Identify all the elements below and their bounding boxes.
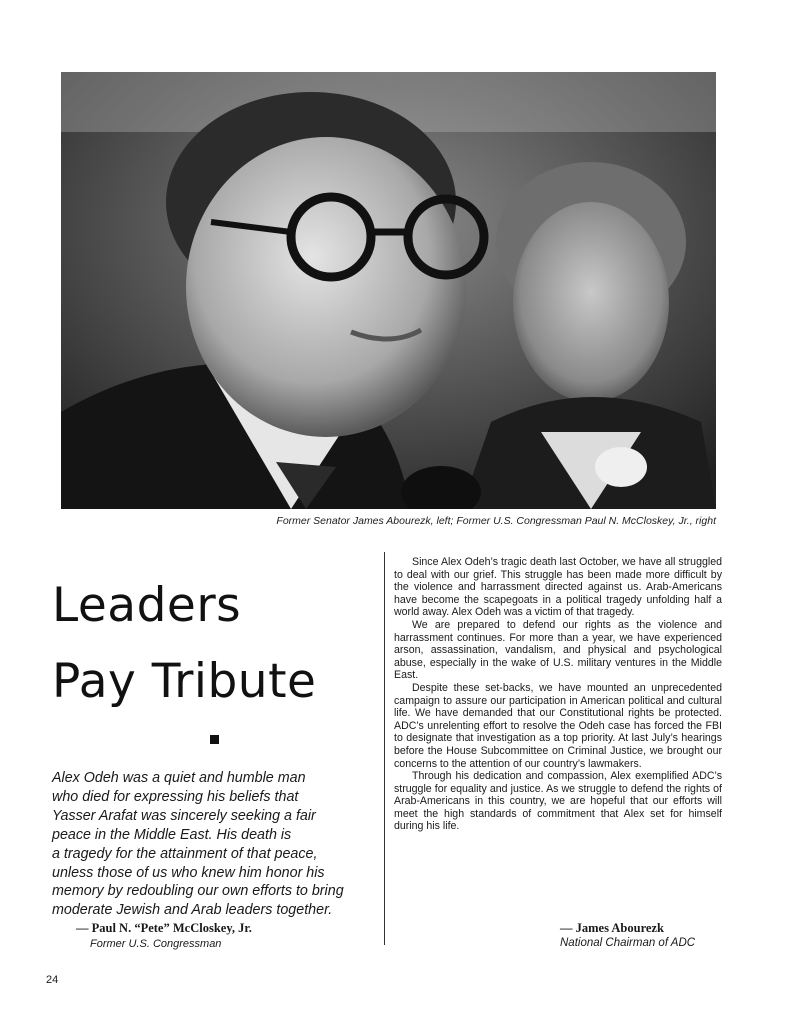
signature-name: — James Abourezk <box>560 921 664 935</box>
page-number: 24 <box>46 974 59 986</box>
article-body <box>394 556 722 833</box>
quote-line: moderate Jewish and Arab leaders together. <box>52 902 333 919</box>
quote-line: peace in the Middle East. His death is <box>52 826 292 843</box>
photo-caption: Former Senator James Abourezk, left; Former U.S. Congressman Paul N. McCloskey, Jr., right <box>276 515 716 527</box>
article-title <box>52 578 382 710</box>
quote-attribution <box>76 920 252 952</box>
quote-line: Alex Odeh was a quiet and humble man <box>52 770 306 786</box>
column-divider <box>384 552 385 945</box>
body-paragraph: Since Alex Odeh’s tragic death last October, we have all struggled to deal with our grief. This struggle has been made more difficult by the violence and harrassment directed against us. Arab-Americans have become the scapegoats in a political tragedy unfolding half a world away. Alex Odeh was a victim of that tragedy. <box>394 556 722 619</box>
quote-line: a tragedy for the attainment of that peace, <box>52 845 318 862</box>
quote-line: memory by redoubling our own efforts to bring <box>52 883 344 900</box>
title-line-1: Leaders <box>52 578 242 633</box>
quote-attribution-name: — Paul N. “Pete” McCloskey, Jr. <box>76 921 252 935</box>
pull-quote <box>52 769 374 920</box>
article-photo <box>61 72 716 509</box>
square-bullet <box>210 735 219 744</box>
body-paragraph: Despite these set-backs, we have mounted an unprecedented campaign to assure our participation in American political and cultural life. We have demanded that our Constitutional rights be protected. ADC’s unrelenting effort to resolve the Odeh case has forced the FBI to designate that investigation as a top priority. At last July’s hearings before the House Subcommittee on Criminal Justice, we brought our concerns to the attention of our country’s lawmakers. <box>394 681 722 770</box>
body-paragraph: We are prepared to defend our rights as the violence and harrassment continues. For more than a year, we have experienced arson, assassination, vandalism, and physical and psychological abuse, especially in the wake of U.S. military ventures in the Middle East. <box>394 618 722 682</box>
quote-line: unless those of us who knew him honor his <box>52 864 325 881</box>
signature <box>560 921 725 951</box>
quote-line: who died for expressing his beliefs that <box>52 788 299 805</box>
title-line-2: Pay Tribute <box>52 654 317 709</box>
body-paragraph: Through his dedication and compassion, Alex exemplified ADC’s struggle for equality and justice. As we struggle to defend the rights of Arab-Americans in this country, we are hopeful that our efforts will meet the high standards of commitment that Alex set for himself during his life. <box>394 770 722 833</box>
signature-role: National Chairman of ADC <box>560 937 696 949</box>
quote-attribution-role: Former U.S. Congressman <box>90 938 222 950</box>
quote-line: Yasser Arafat was sincerely seeking a fair <box>52 807 316 824</box>
photo-illustration <box>61 72 716 509</box>
